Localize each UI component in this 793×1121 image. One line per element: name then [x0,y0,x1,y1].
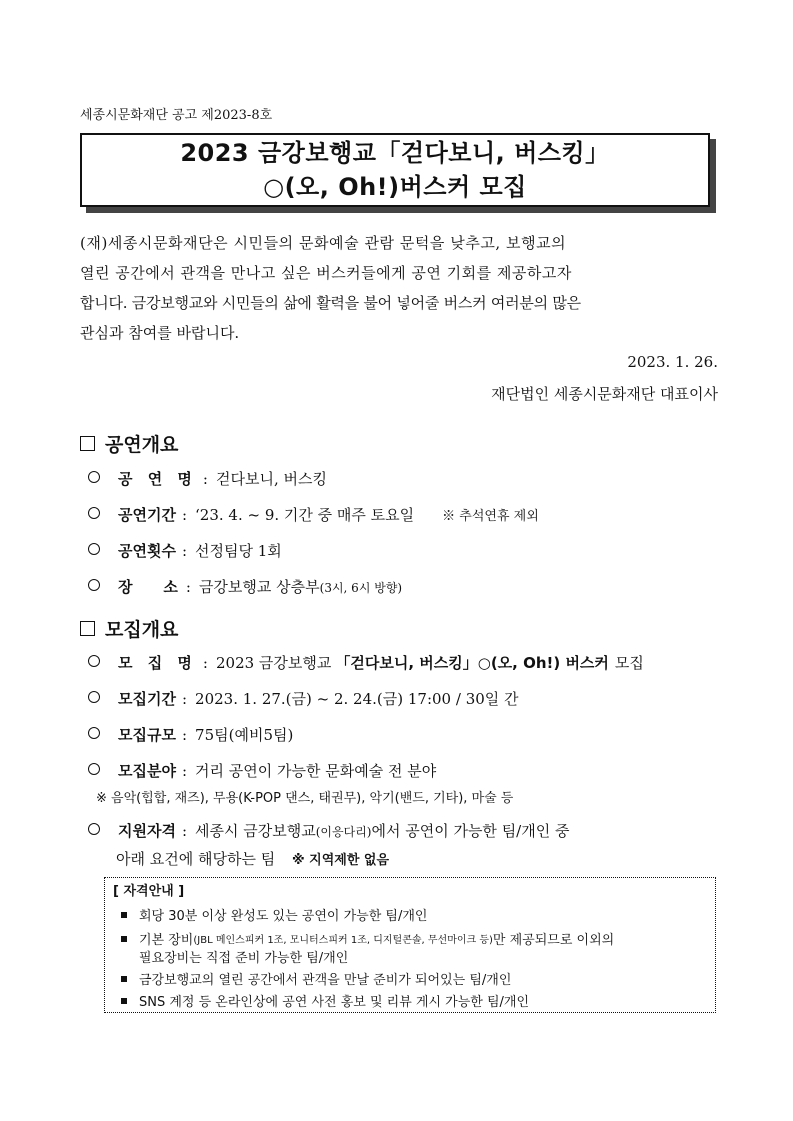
item-value-detail: (3시, 6시 방향) [319,581,403,595]
qualification-note: ※ 지역제한 없음 [292,853,390,868]
item-label: 지원자격 [118,822,176,840]
title-line-1: 2023 금강보행교「걷다보니, 버스킹」 [180,139,610,167]
guide-item [121,991,529,1010]
item-value: 걷다보니, 버스킹 [215,470,327,488]
qualification-text: 아래 요건에 해당하는 팀 [116,850,276,868]
circle-bullet-icon [88,471,100,483]
item-value: 2023. 1. 27.(금) ~ 2. 24.(금) 17:00 / 30일 간 [195,690,519,708]
intro-line: 관심과 참여를 바랍니다. [80,324,240,342]
item-label: 모 집 명 [118,654,197,672]
item-value: ‘23. 4. ~ 9. 기간 중 매주 토요일 [195,506,415,524]
guide-item-text-end: 만 제공되므로 이외의 [492,933,615,948]
square-bullet-icon [121,936,127,942]
circle-bullet-icon [88,691,100,703]
title-box [80,133,710,207]
square-bullet-icon [121,998,127,1004]
guide-item-text: 기본 장비 [139,933,194,948]
item-value: 선정팀당 1회 [195,542,282,560]
section-title: 공연개요 [105,434,179,456]
section-title: 모집개요 [105,619,179,641]
intro-line: 합니다. 금강보행교와 시민들의 삶에 활력을 불어 넣어줄 버스커 여러분의 많은 [80,294,581,312]
item-recruitment-period: 모집기간 : 2023. 1. 27.(금) ~ 2. 24.(금) 17:00 / 30일 간 [88,688,519,709]
item-value-end: 에서 공연이 가능한 팀/개인 중 [371,822,570,840]
item-label: 공연횟수 [118,542,176,560]
item-label: 공 연 명 [118,470,197,488]
item-recruitment-name: 모 집 명 : 2023 금강보행교 「걷다보니, 버스킹」○(오, Oh!) 버스커 모집 [88,652,644,673]
item-value: 거리 공연이 가능한 문화예술 전 분야 [195,762,437,780]
circle-bullet-icon [88,507,100,519]
circle-bullet-icon [88,543,100,555]
guide-box-title: [ 자격안내 ] [113,884,185,899]
title-banner [80,133,710,207]
guide-item [121,929,614,948]
circle-bullet-icon [88,763,100,775]
guide-item-text: SNS 계정 등 온라인상에 공연 사전 홍보 및 리뷰 게시 가능한 팀/개인 [139,995,530,1010]
item-label: 모집분야 [118,762,176,780]
guide-item-text: 회당 30분 이상 완성도 있는 공연이 가능한 팀/개인 [139,909,428,924]
guide-item-text: 금강보행교의 열린 공간에서 관객을 만날 준비가 되어있는 팀/개인 [139,973,512,988]
item-value: 2023 금강보행교 [215,654,332,672]
item-label: 장 소 [118,578,180,596]
section-heading-performance [80,430,178,457]
guide-item [121,969,511,988]
item-venue: 장 소 : 금강보행교 상층부 (3시, 6시 방향) [88,576,402,597]
square-bullet-icon [121,976,127,982]
intro-line: (재)세종시문화재단은 시민들의 문화예술 관람 문턱을 낮추고, 보행교의 [80,234,567,252]
item-recruitment-field: 모집분야 : 거리 공연이 가능한 문화예술 전 분야 [88,760,436,781]
genre-note: ※ 음악(힙합, 재즈), 무용(K-POP 댄스, 태권무), 악기(밴드, 기타), 마술 등 [96,791,514,806]
guide-item [121,905,427,924]
item-performance-name: 공 연 명 : 걷다보니, 버스킹 [88,468,327,489]
item-value: 세종시 금강보행교 [195,822,316,840]
item-recruitment-size: 모집규모 : 75팀(예비5팀) [88,724,293,745]
section-heading-recruitment [80,615,178,642]
item-note: ※ 추석연휴 제외 [442,509,539,524]
item-label: 공연기간 [118,506,176,524]
square-bullet-icon [80,436,95,451]
circle-bullet-icon [88,579,100,591]
circle-bullet-icon [88,655,100,667]
qualification-continued [116,848,389,869]
item-label: 모집규모 [118,726,176,744]
item-performance-period: 공연기간 : ‘23. 4. ~ 9. 기간 중 매주 토요일 ※ 추석연휴 제외 [88,504,539,525]
item-value-end: 모집 [614,654,644,672]
square-bullet-icon [121,912,127,918]
item-label: 모집기간 [118,690,176,708]
circle-bullet-icon [88,727,100,739]
item-value-detail: (이응다리) [315,825,372,839]
item-qualification: 지원자격 : 세종시 금강보행교 (이응다리) 에서 공연이 가능한 팀/개인 중 [88,820,569,841]
guide-item-continued: 필요장비는 직접 준비 가능한 팀/개인 [139,951,349,966]
qualification-guide-box [104,877,716,1013]
notice-number: 세종시문화재단 공고 제2023-8호 [80,108,273,123]
item-performance-count: 공연횟수 : 선정팀당 1회 [88,540,282,561]
item-value-emphasis: 「걷다보니, 버스킹」○(오, Oh!) 버스커 [335,654,609,672]
intro-line: 열린 공간에서 관객을 만나고 싶은 버스커들에게 공연 기회를 제공하고자 [80,264,572,282]
notice-date: 2023. 1. 26. [627,353,718,371]
square-bullet-icon [80,621,95,636]
issuer: 재단법인 세종시문화재단 대표이사 [491,385,718,403]
item-value: 금강보행교 상층부 [198,578,320,596]
item-value: 75팀(예비5팀) [195,726,294,744]
intro-paragraph [80,228,720,348]
guide-item-detail: (JBL 메인스피커 1조, 모니터스피커 1조, 디지털콘솔, 무선마이크 등) [193,935,493,946]
title-line-2: ○(오, Oh!)버스커 모집 [263,173,527,201]
circle-bullet-icon [88,823,100,835]
